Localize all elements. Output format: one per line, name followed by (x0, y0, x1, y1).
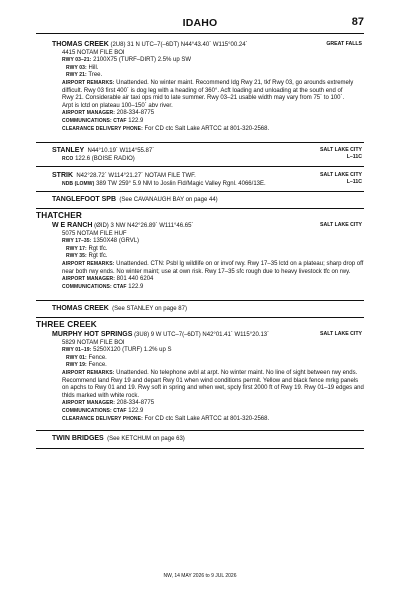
twin-bridges-name: TWIN BRIDGES (52, 435, 104, 442)
murphy-remarks-label: AIRPORT REMARKS: (62, 369, 115, 376)
murphy-comm-label: COMMUNICATIONS: CTAF (62, 407, 127, 414)
thatcher-city: THATCHER (36, 211, 83, 220)
tanglefoot-xref (52, 196, 218, 203)
murphy-rwy01-text: Fence. (88, 354, 107, 361)
we-ranch-remarks-text: Unattended. CTN: Psbl lg wildlife on or invof rwy. Rwy 17–35 lctd on a plateau; sharp drop off near both rwy ends. No winter maint; use at own risk. Rwy 17–35 sfc rough due to heavy livestock tfc on rwy. (62, 260, 364, 275)
we-ranch-rwy17-text: Rgt tfc. (88, 245, 108, 252)
thomas-creek-xref-ref: (See STANLEY on page 87) (112, 306, 187, 312)
thomas-creek-elev: 4415 NOTAM FILE BOI (62, 49, 125, 56)
separator (36, 166, 364, 167)
thomas-creek-xref (52, 305, 187, 312)
murphy-hot-springs-entry (52, 331, 362, 423)
murphy-rwy-text: 5250X120 (TURF) 1.2% up S (93, 347, 172, 354)
we-ranch-elev: 5075 NOTAM FILE HUF (62, 230, 127, 237)
thomas-creek-remarks-text: Unattended. No winter maint. Recommend ldg Rwy 21, tkf Rwy 03, go arounds extremely difficult. Rwy 03 first 400´ is dog leg with a heading of 360°. Acft loading and unloading at the south end of Rwy 21. Considerable air taxi ops mid to late summer. Rwy 03–21 usable width may vary from 75´ to 100´. Arpt is lctd on plateau 100–150´ abv river. (62, 79, 354, 109)
thomas-creek-remarks-label: AIRPORT REMARKS: (62, 79, 115, 86)
separator (36, 142, 364, 143)
stanley-coords: N44°10.19´ W114°55.87´ (87, 148, 155, 154)
thomas-creek-rwy-text: 2100X75 (TURF–DIRT) 2.5% up SW (93, 57, 192, 64)
we-ranch-rwy-label: RWY 17–35: (62, 238, 92, 245)
we-ranch-manager-text: 801 440 6204 (116, 276, 154, 283)
stanley-chart: L–11C (346, 154, 362, 160)
stanley-name: STANLEY (52, 147, 85, 154)
strik-region: SALT LAKE CITY (320, 172, 362, 178)
thomas-creek-comm-text: 122.9 (128, 117, 144, 124)
thomas-creek-manager-label: AIRPORT MANAGER: (62, 110, 115, 117)
murphy-manager-text: 208-334-8775 (116, 400, 155, 407)
we-ranch-name: W E RANCH (52, 222, 93, 229)
thomas-creek-region: GREAT FALLS (326, 41, 362, 47)
separator (36, 448, 364, 449)
thomas-creek-entry (52, 41, 362, 133)
three-creek-city: THREE CREEK (36, 320, 97, 329)
twin-bridges-xref (52, 435, 185, 442)
murphy-rwy19-text: Fence. (88, 362, 107, 369)
we-ranch-manager-label: AIRPORT MANAGER: (62, 276, 115, 283)
we-ranch-comm-text: 122.9 (128, 283, 144, 290)
thomas-creek-xref-name: THOMAS CREEK (52, 305, 109, 312)
stanley-rco-text: 122.6 (BOISE RADIO) (75, 155, 135, 162)
separator (36, 317, 364, 318)
we-ranch-comm-label: COMMUNICATIONS: CTAF (62, 283, 127, 290)
thomas-creek-rwy03-text: Hill. (88, 64, 99, 71)
thomas-creek-comm-label: COMMUNICATIONS: CTAF (62, 117, 127, 124)
strik-entry (52, 172, 362, 188)
thomas-creek-rwy-label: RWY 03–21: (62, 57, 92, 64)
header-rule (36, 33, 364, 34)
tanglefoot-ref: (See CAVANAUGH BAY on page 44) (119, 197, 218, 203)
we-ranch-rwy35-label: RWY 35: (66, 253, 87, 260)
thomas-creek-line1: (2U8) 31 N UTC–7(–6DT) N44°43.40´ W115°00.24´ (110, 42, 248, 48)
murphy-rwy-label: RWY 01–19: (62, 347, 92, 354)
strik-line1: N42°28.72´ W114°21.27´ NOTAM FILE TWF. (76, 173, 196, 179)
murphy-name: MURPHY HOT SPRINGS (52, 331, 133, 338)
stanley-entry (52, 147, 362, 163)
separator (36, 208, 364, 209)
murphy-region: SALT LAKE CITY (320, 331, 362, 337)
murphy-remarks-text: Unattended. No telephone avbl at arpt. No winter maint. No line of sight between rwy ends. Recommend land Rwy 19 and depart Rwy 01 when wind conditions permit. Yellow and black fence mrkg panels on apchs to Rwy 01 and 19. Rwy soft in spring and when wet, spcly first 2000 ft of Rwy 19. Rwy 01–19 edges and thlds marked with white rock. (62, 369, 364, 399)
we-ranch-region: SALT LAKE CITY (320, 222, 362, 228)
strik-ndb-text: 389 TW 259° 5.9 NM to Joslin Fld/Magic Valley Rgnl. 4066/13E. (96, 180, 266, 187)
we-ranch-rwy35-text: Rgt tfc. (88, 253, 108, 260)
murphy-clearance-text: For CD ctc Salt Lake ARTCC at 801-320-2568. (144, 415, 270, 422)
strik-ndb-label: NDB (LOMW) (62, 180, 95, 187)
separator (36, 191, 364, 192)
strik-chart: L–11C (346, 179, 362, 185)
separator (36, 430, 364, 431)
we-ranch-line1: (ØID) 3 NW N42°26.89´ W111°46.65´ (94, 223, 194, 229)
twin-bridges-ref: (See KETCHUM on page 63) (107, 436, 185, 442)
murphy-rwy01-label: RWY 01: (66, 354, 87, 361)
thomas-creek-name: THOMAS CREEK (52, 41, 109, 48)
murphy-elev: 5829 NOTAM FILE BOI (62, 339, 125, 346)
we-ranch-rwy-text: 1350X48 (GRVL) (93, 238, 140, 245)
thomas-creek-clearance-text: For CD ctc Salt Lake ARTCC at 801-320-2568. (144, 125, 270, 132)
separator (36, 300, 364, 301)
murphy-rwy19-label: RWY 19: (66, 362, 87, 369)
thomas-creek-rwy21-text: Tree. (88, 72, 103, 79)
stanley-region: SALT LAKE CITY (320, 147, 362, 153)
thomas-creek-rwy21-label: RWY 21: (66, 72, 87, 79)
murphy-comm-text: 122.9 (128, 407, 144, 414)
we-ranch-remarks-label: AIRPORT REMARKS: (62, 260, 115, 267)
thomas-creek-clearance-label: CLEARANCE DELIVERY PHONE: (62, 125, 143, 132)
thomas-creek-rwy03-label: RWY 03: (66, 64, 87, 71)
page-header-title: IDAHO (182, 17, 218, 29)
thomas-creek-manager-text: 208-334-8775 (116, 110, 155, 117)
we-ranch-rwy17-label: RWY 17: (66, 245, 87, 252)
stanley-rco-label: RCO (62, 155, 74, 162)
tanglefoot-name: TANGLEFOOT SPB (52, 196, 117, 203)
page-number: 87 (351, 16, 364, 28)
murphy-clearance-label: CLEARANCE DELIVERY PHONE: (62, 415, 143, 422)
murphy-line1: (3U8) 9 W UTC–7(–6DT) N42°01.41´ W115°20.13´ (134, 332, 270, 338)
murphy-manager-label: AIRPORT MANAGER: (62, 400, 115, 407)
strik-name: STRIK (52, 172, 73, 179)
we-ranch-entry (52, 222, 362, 291)
page-footer: NW, 14 MAY 2026 to 9 JUL 2026 (163, 573, 237, 579)
